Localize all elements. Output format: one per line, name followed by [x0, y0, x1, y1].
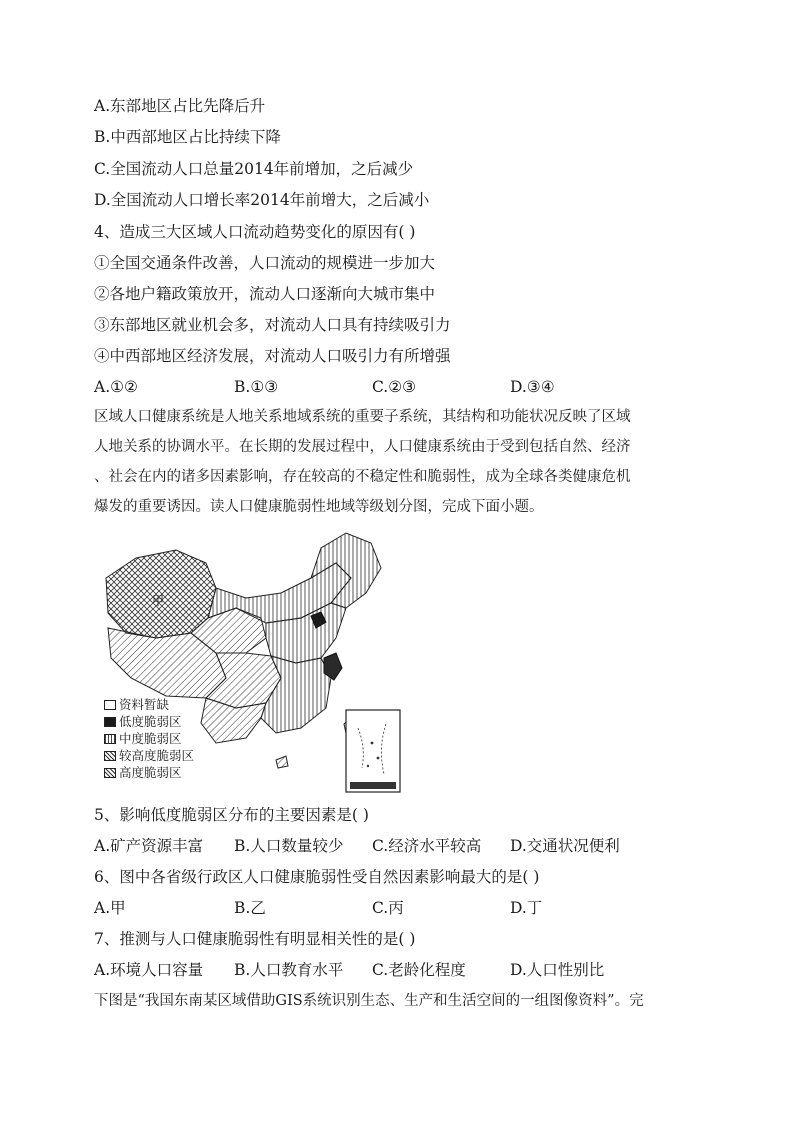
q4-stem: 4、造成三大区域人口流动趋势变化的原因有( ): [94, 223, 416, 241]
legend-swatch-higher: [104, 751, 116, 761]
legend-item-high: [104, 764, 194, 781]
q6-option-b: B.乙: [234, 899, 266, 917]
q7-option-a: A.环境人口容量: [94, 961, 204, 979]
legend-swatch-high: [104, 768, 116, 778]
q5-option-b: B.人口数量较少: [234, 837, 344, 855]
legend-item-no-data: [104, 696, 194, 713]
legend-label-higher: 较高度脆弱区: [119, 748, 195, 763]
map-legend: [104, 696, 194, 781]
q5-option-a: A.矿产资源丰富: [94, 837, 204, 855]
q3-option-c: C.全国流动人口总量2014年前增加，之后减少: [94, 160, 414, 178]
q6-option-a: A.甲: [94, 899, 126, 917]
legend-item-medium: [104, 730, 194, 747]
legend-label-high: 高度脆弱区: [119, 765, 182, 780]
legend-swatch-no-data: [104, 700, 116, 710]
q3-option-a: A.东部地区占比先降后升: [94, 97, 266, 115]
legend-label-no-data: 资料暂缺: [119, 697, 170, 712]
q3-option-d: D.全国流动人口增长率2014年前增大，之后减小: [94, 191, 430, 209]
q4-item-1: ①全国交通条件改善，人口流动的规模进一步加大: [94, 254, 436, 272]
q7-option-c: C.老龄化程度: [372, 961, 466, 979]
q3-option-b: B.中西部地区占比持续下降: [94, 128, 281, 146]
passage-line-4: 爆发的重要诱因。读人口健康脆弱性地域等级划分图，完成下面小题。: [94, 499, 544, 515]
q7-option-b: B.人口教育水平: [234, 961, 344, 979]
next-section-intro: 下图是“我国东南某区域借助GIS系统识别生态、生产和生活空间的一组图像资料”。完: [94, 993, 644, 1009]
legend-label-medium: 中度脆弱区: [119, 731, 182, 746]
q4-option-b: B.①③: [234, 378, 279, 396]
q7-option-d: D.人口性别比: [510, 961, 605, 979]
q4-option-c: C.②③: [372, 378, 417, 396]
legend-item-higher: [104, 747, 194, 764]
q4-item-3: ③东部地区就业机会多，对流动人口具有持续吸引力: [94, 316, 451, 334]
legend-item-low: [104, 713, 194, 730]
q7-stem: 7、推测与人口健康脆弱性有明显相关性的是( ): [94, 930, 416, 948]
legend-label-low: 低度脆弱区: [119, 714, 182, 729]
q4-option-a: A.①②: [94, 378, 138, 396]
q4-item-2: ②各地户籍政策放开，流动人口逐渐向大城市集中: [94, 285, 436, 303]
q6-option-d: D.丁: [510, 899, 543, 917]
south-china-sea-inset: [346, 710, 400, 792]
legend-swatch-low: [104, 717, 116, 727]
passage-line-1: 区域人口健康系统是人地关系地域系统的重要子系统，其结构和功能状况反映了区域: [94, 409, 631, 425]
q4-item-4: ④中西部地区经济发展，对流动人口吸引力有所增强: [94, 347, 451, 365]
region-hainan: [276, 756, 288, 768]
map-label-jia: 甲: [152, 594, 165, 608]
vulnerability-map: [96, 528, 406, 796]
q6-option-c: C.丙: [372, 899, 404, 917]
legend-swatch-medium: [104, 734, 116, 744]
q6-stem: 6、图中各省级行政区人口健康脆弱性受自然因素影响最大的是( ): [94, 868, 540, 886]
q5-option-d: D.交通状况便利: [510, 837, 620, 855]
q4-option-d: D.③④: [510, 378, 555, 396]
q5-stem: 5、影响低度脆弱区分布的主要因素是( ): [94, 806, 369, 824]
passage-line-2: 人地关系的协调水平。在长期的发展过程中，人口健康系统由于受到包括自然、经济: [94, 439, 631, 455]
q5-option-c: C.经济水平较高: [372, 837, 482, 855]
passage-line-3: 、社会在内的诸多因素影响，存在较高的不稳定性和脆弱性，成为全球各类健康危机: [94, 469, 631, 485]
